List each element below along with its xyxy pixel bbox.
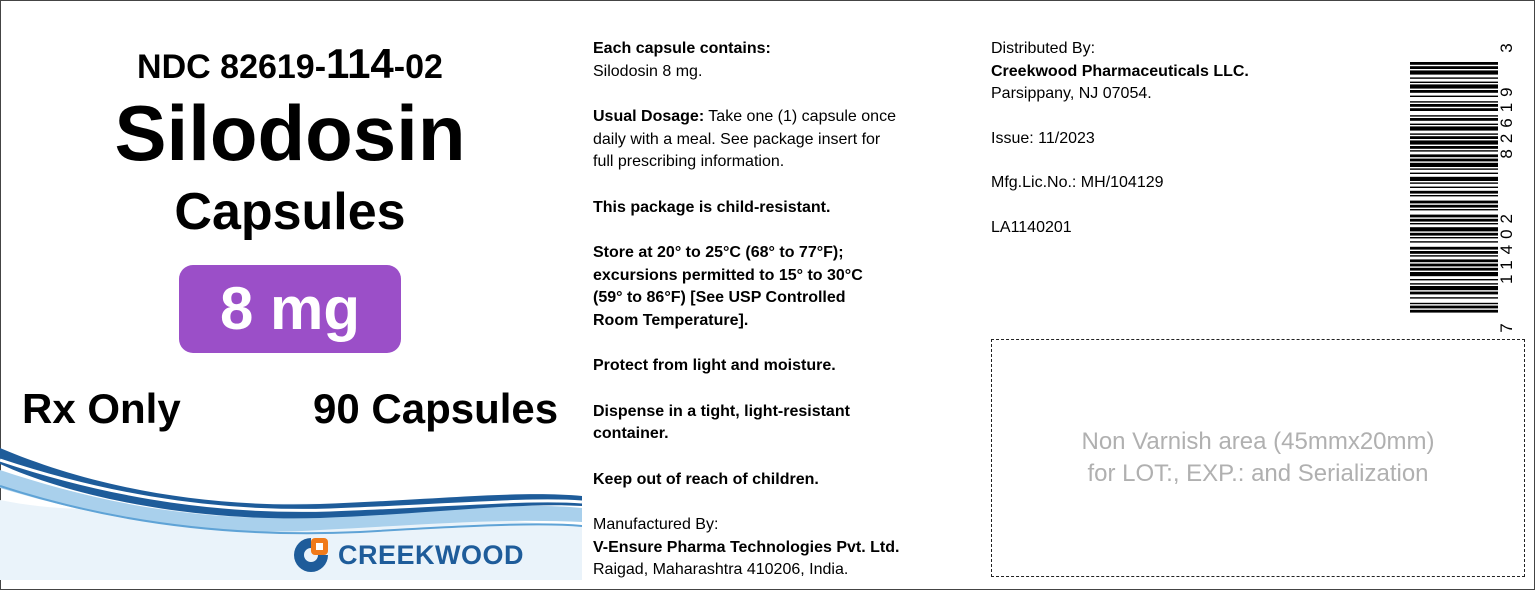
distributor (991, 38, 1249, 106)
drug-name: Silodosin (114, 89, 466, 177)
storage-line3: (59° to 86°F) [See USP Controlled (593, 289, 846, 306)
barcode-bar (1410, 163, 1498, 167)
mfg-license: Mfg.Lic.No.: MH/104129 (991, 174, 1164, 191)
barcode-bar (1410, 154, 1498, 157)
barcode-bar (1410, 209, 1498, 210)
barcode-digit-end: 7 (1497, 323, 1516, 333)
barcode-bar (1410, 136, 1498, 139)
barcode-digit-start: 3 (1497, 43, 1516, 53)
non-varnish-line2: for LOT:, EXP.: and Serialization (1087, 460, 1429, 487)
manufacturer (593, 514, 963, 582)
drug-info-panel (593, 38, 963, 605)
barcode-bar (1410, 90, 1498, 93)
ndc-prefix: NDC 82619- (137, 48, 327, 86)
barcode-digits-left: 82619 (1497, 81, 1516, 159)
dispense-note (593, 401, 963, 446)
barcode-bar (1410, 272, 1498, 276)
dispense-line2: container. (593, 425, 669, 442)
barcode-bar (1410, 159, 1498, 162)
dist-name: Creekwood Pharmaceuticals LLC. (991, 62, 1249, 80)
ndc-product: 114 (326, 40, 394, 87)
barcode-bar (1410, 310, 1498, 313)
barcode-bar (1410, 146, 1498, 149)
child-resistant-note: This package is child-resistant. (593, 198, 831, 216)
each-capsule-value: Silodosin 8 mg. (593, 62, 703, 80)
protect-note: Protect from light and moisture. (593, 357, 836, 374)
barcode-bar (1410, 66, 1498, 69)
barcode-bar (1410, 297, 1498, 298)
dist-address: Parsippany, NJ 07054. (991, 85, 1152, 102)
barcode-bar (1410, 268, 1498, 271)
barcode-bar (1410, 195, 1498, 196)
mfd-by-label: Manufactured By: (593, 516, 719, 533)
storage-line1: Store at 20° to 25°C (68° to 77°F); (593, 244, 844, 261)
barcode-bar (1410, 62, 1498, 65)
non-varnish-line1: Non Varnish area (45mmx20mm) (1081, 428, 1435, 455)
usual-dosage-line2: daily with a meal. See package insert for (593, 130, 881, 148)
barcode-bar (1410, 84, 1498, 88)
barcode-bar (1410, 205, 1498, 208)
strength-badge: 8 mg (179, 265, 401, 353)
rx-only: Rx Only (22, 385, 181, 432)
barcode-bar (1410, 187, 1498, 188)
barcode-bar (1410, 223, 1498, 224)
each-capsule-label: Each capsule contains: (593, 40, 771, 57)
barcode-bar (1410, 150, 1498, 151)
usual-dosage-line3: full prescribing information. (593, 153, 785, 170)
barcode-bar (1410, 241, 1498, 242)
barcode-bar (1410, 264, 1498, 267)
barcode-bar (1410, 104, 1498, 107)
storage-line2: excursions permitted to 15° to 30°C (593, 266, 863, 284)
barcode-bar (1410, 126, 1498, 130)
barcode-bar (1410, 191, 1498, 194)
barcode-bar (1410, 303, 1498, 304)
barcode-bar (1410, 286, 1498, 290)
barcode-bar (1410, 108, 1498, 111)
keep-out-note: Keep out of reach of children. (593, 470, 819, 488)
distributor-panel (991, 38, 1249, 261)
creekwood-logo (292, 536, 524, 574)
barcode-bar (1410, 70, 1498, 74)
barcode-bar (1410, 168, 1498, 169)
barcode-bar (1410, 140, 1498, 144)
usual-dosage (593, 106, 963, 174)
barcode-bar (1410, 259, 1498, 262)
usual-dosage-line1: Take one (1) capsule once (704, 108, 896, 125)
barcode-bar (1410, 255, 1498, 256)
barcode-bar (1410, 182, 1498, 183)
barcode-bar (1410, 227, 1498, 231)
barcode-bar (1410, 115, 1498, 116)
issue-date: Issue: 11/2023 (991, 129, 1095, 147)
barcode-bar (1410, 101, 1498, 102)
barcode-bar (1410, 251, 1498, 254)
lot-code: LA1140201 (991, 218, 1072, 236)
barcode-bar (1410, 177, 1498, 181)
barcode-bar (1410, 173, 1498, 174)
barcode-bar (1410, 201, 1498, 204)
barcode-bar (1410, 124, 1498, 125)
storage-line4: Room Temperature]. (593, 311, 749, 329)
ndc-suffix: -02 (393, 48, 443, 86)
barcode-bar (1410, 82, 1498, 83)
logo-text: CREEKWOOD (338, 539, 524, 570)
barcode-bar (1410, 77, 1498, 78)
barcode-bar (1410, 215, 1498, 218)
barcode-bar (1410, 292, 1498, 295)
usual-dosage-label: Usual Dosage: (593, 108, 705, 125)
upc-barcode (1408, 40, 1520, 336)
dispense-line1: Dispense in a tight, light-resistant (593, 402, 850, 420)
barcode-bar (1410, 219, 1498, 222)
dosage-form: Capsules (174, 183, 406, 241)
dist-label: Distributed By: (991, 40, 1096, 57)
mfd-name: V-Ensure Pharma Technologies Pvt. Ltd. (593, 538, 900, 556)
composition (593, 38, 963, 83)
barcode-bar (1410, 96, 1498, 97)
barcode-bar (1410, 279, 1498, 280)
barcode-bar (1410, 118, 1498, 121)
barcode-bar (1410, 306, 1498, 309)
barcode-bar (1410, 233, 1498, 236)
barcode-digits-right: 11402 (1497, 207, 1516, 285)
barcode-bar (1410, 283, 1498, 284)
creekwood-logo-icon (292, 536, 330, 574)
barcode-bar (1410, 237, 1498, 238)
barcode-bar (1410, 133, 1498, 134)
capsule-count: 90 Capsules (313, 385, 559, 432)
non-varnish-area (991, 339, 1525, 577)
barcode-bar (1410, 247, 1498, 250)
ndc-number (0, 40, 580, 88)
storage (593, 242, 963, 332)
mfd-address: Raigad, Maharashtra 410206, India. (593, 561, 849, 578)
